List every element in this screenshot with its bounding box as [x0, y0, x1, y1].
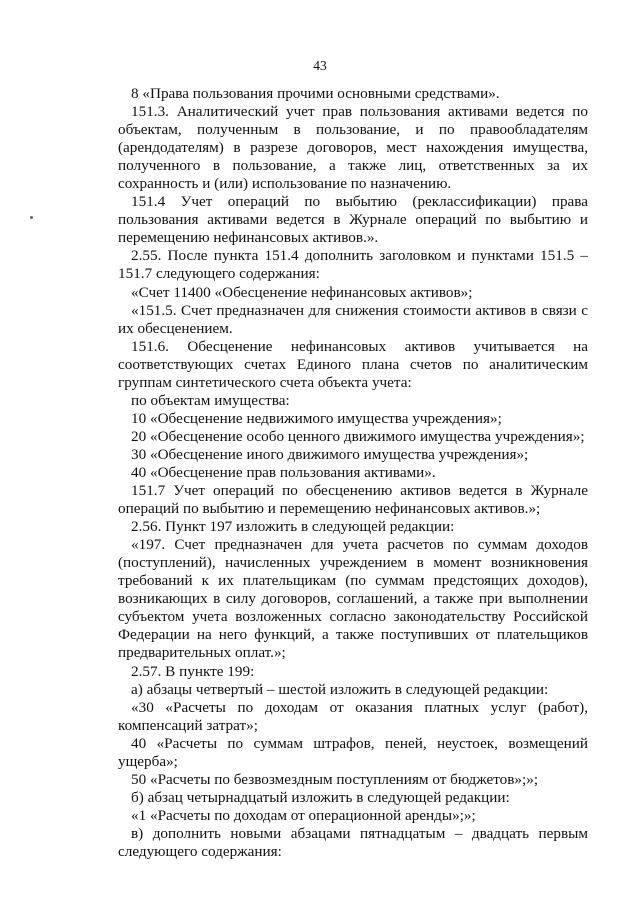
list-item: 40 «Обесценение прав пользования активами». [131, 463, 436, 481]
paragraph: «Счет 11400 «Обесценение нефинансовых активов»; [131, 283, 473, 301]
list-item: «1 «Расчеты по доходам от операционной аренды»;»; [131, 806, 476, 824]
paragraph: 151.3. Аналитический учет прав пользования активами ведется по объектам, полученным в пользование, и по правообладателям (арендодателям) в разрезе договоров, мест нахождения имущества, полученного в пользование, а также лиц, ответственных за их сохранность и (или) использование по назначению. [118, 103, 588, 193]
paragraph: по объектам имущества: [131, 391, 290, 409]
paragraph: в) дополнить новыми абзацами пятнадцатым – двадцать первым следующего содержания: [118, 824, 588, 860]
document-body [118, 85, 588, 861]
paragraph: 8 «Права пользования прочими основными средствами». [131, 85, 500, 102]
list-item: 20 «Обесценение особо ценного движимого имущества учреждения»; [131, 427, 585, 445]
paragraph: 151.6. Обесценение нефинансовых активов учитывается на соответствующих счетах Единого плана счетов по аналитическим группам синтетического счета объекта учета: [118, 337, 588, 391]
list-item: 50 «Расчеты по безвозмездным поступлениям от бюджетов»;»; [131, 770, 539, 788]
paragraph: «151.5. Счет предназначен для снижения стоимости активов в связи с их обесценением. [118, 301, 588, 337]
list-item: 30 «Обесценение иного движимого имущества учреждения»; [131, 445, 529, 463]
paragraph: 2.57. В пункте 199: [131, 662, 255, 680]
list-item: 10 «Обесценение недвижимого имущества учреждения»; [131, 409, 502, 427]
paragraph: 151.7 Учет операций по обесценению активов ведется в Журнале операций по выбытию и перемещению нефинансовых активов.»; [118, 482, 588, 518]
page-number: 43 [313, 58, 327, 73]
list-item: 40 «Расчеты по суммам штрафов, пеней, неустоек, возмещений ущерба»; [118, 734, 588, 770]
paragraph: «197. Счет предназначен для учета расчетов по суммам доходов (поступлений), начисленных учреждением в момент возникновения требований к их плательщикам (по суммам предстоящих доходов), возникающих в силу договоров, соглашений, а также при выполнении субъектом учета возложенных согласно законодательству Российской Федерации на него функций, а также поступивших от плательщиков предварительных оплат.»; [118, 536, 588, 662]
scan-mark [30, 216, 33, 219]
list-item: «30 «Расчеты по доходам от оказания платных услуг (работ), компенсаций затрат»; [118, 698, 588, 734]
paragraph: 2.55. После пункта 151.4 дополнить заголовком и пунктами 151.5 – 151.7 следующего содержания: [118, 247, 588, 283]
paragraph: б) абзац четырнадцатый изложить в следующей редакции: [131, 788, 510, 806]
paragraph: а) абзацы четвертый – шестой изложить в следующей редакции: [131, 680, 549, 698]
paragraph: 2.56. Пункт 197 изложить в следующей редакции: [131, 518, 455, 536]
paragraph: 151.4 Учет операций по выбытию (реклассификации) права пользования активами ведется в Журнале операций по выбытию и перемещению нефинансовых активов.». [118, 193, 588, 247]
